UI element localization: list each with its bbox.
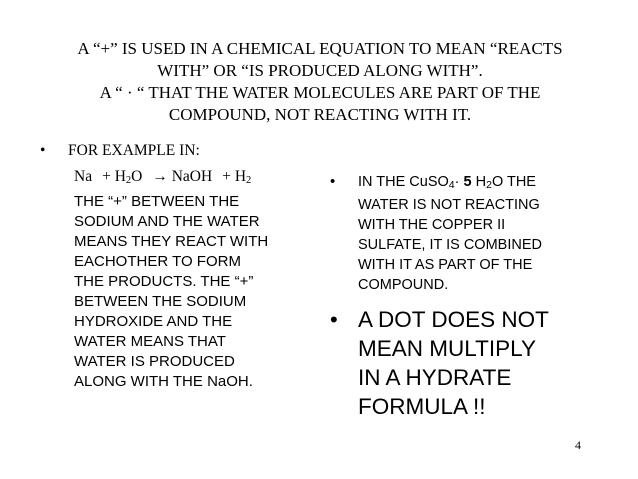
eq-o: O	[131, 168, 143, 185]
text-segment: O THE	[491, 174, 536, 190]
text-line: WITH THE COPPER II	[358, 217, 506, 233]
bullet-icon: •	[330, 173, 336, 190]
dot-note-bullet	[330, 305, 620, 421]
coefficient: 5	[463, 174, 472, 190]
bullet-icon: •	[40, 142, 46, 159]
dot-symbol: ·	[454, 174, 460, 190]
reaction-equation	[74, 168, 320, 186]
text-line: IN A HYDRATE	[358, 365, 512, 390]
text-line: FORMULA !!	[358, 394, 486, 419]
text-line: WITH IT AS PART OF THE	[358, 257, 533, 273]
text-line: SODIUM AND THE WATER	[74, 213, 260, 230]
text-line: MEANS THEY REACT WITH	[74, 233, 269, 250]
hydrate-text	[358, 172, 542, 295]
subscript: 2	[486, 179, 492, 191]
dot-note-text	[358, 305, 549, 421]
slide-title	[40, 38, 600, 126]
text-line: WATER IS PRODUCED	[74, 353, 235, 370]
hydrate-first-line	[358, 172, 542, 195]
text-line: MEAN MULTIPLY	[358, 336, 536, 361]
text-line: WATER MEANS THAT	[74, 333, 226, 350]
title-line: A “ · “ THAT THE WATER MOLECULES ARE PART OF THE	[99, 83, 541, 102]
text-segment: H	[475, 174, 487, 190]
text-line: HYDROXIDE AND THE	[74, 313, 233, 330]
subscript: 4	[448, 179, 455, 191]
eq-h: H	[114, 168, 126, 185]
eq-sodium: Na	[74, 168, 93, 185]
title-line: COMPOUND, NOT REACTING WITH IT.	[168, 105, 472, 124]
text-line: SULFATE, IT IS COMBINED	[358, 237, 542, 253]
title-line: A “+” IS USED IN A CHEMICAL EQUATION TO MEAN “REACTS	[77, 39, 563, 58]
text-line: WATER IS NOT REACTING	[358, 197, 540, 213]
left-column	[40, 142, 320, 392]
text-line: COMPOUND.	[358, 277, 449, 293]
eq-h2: H	[234, 168, 247, 185]
example-heading	[40, 142, 320, 160]
text-line: BETWEEN THE SODIUM	[74, 293, 247, 310]
text-line: ALONG WITH THE NaOH.	[74, 373, 253, 390]
text-line: THE PRODUCTS. THE “+”	[74, 273, 254, 290]
right-column	[330, 172, 620, 421]
text-line: EACHOTHER TO FORM	[74, 253, 241, 270]
eq-plus: +	[222, 168, 231, 185]
eq-plus: +	[102, 168, 111, 185]
eq-h-subscript: 2	[125, 175, 132, 186]
example-explanation	[74, 192, 320, 392]
title-line: WITH” OR “IS PRODUCED ALONG WITH”.	[157, 61, 483, 80]
arrow-icon: →	[152, 168, 168, 185]
hydrate-bullet	[330, 172, 620, 295]
page-number: 4	[575, 438, 581, 452]
text-line: THE “+” BETWEEN THE	[74, 193, 240, 210]
text-line: A DOT DOES NOT	[358, 307, 549, 332]
eq-h2-subscript: 2	[246, 175, 252, 186]
text-segment: IN THE CuSO	[358, 174, 449, 190]
eq-naoh: NaOH	[171, 168, 213, 185]
example-heading-text: FOR EXAMPLE IN:	[68, 142, 200, 159]
bullet-icon: •	[330, 307, 338, 332]
